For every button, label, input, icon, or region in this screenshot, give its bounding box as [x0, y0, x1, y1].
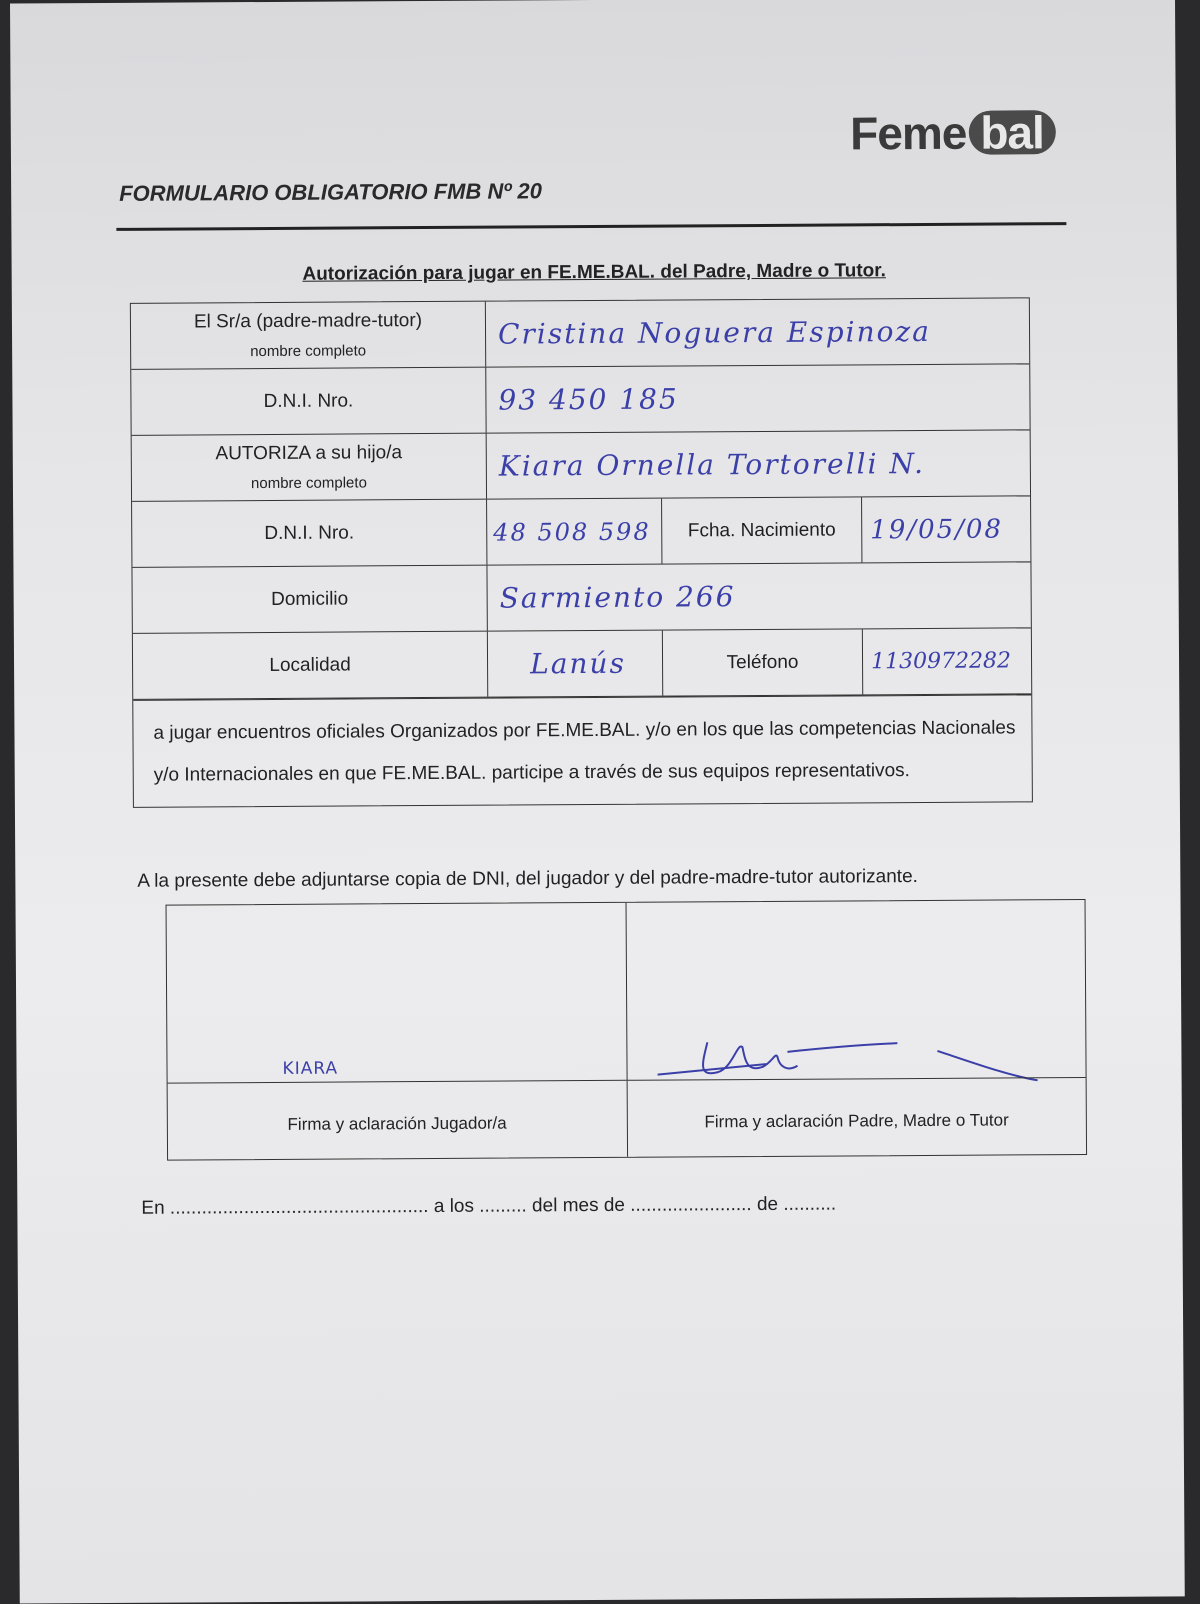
attachment-note: A la presente debe adjuntarse copia de DNI, del jugador y del padre-madre-tutor autorizante. [137, 866, 918, 892]
row-child-name [132, 430, 1030, 501]
city-label-cell [133, 632, 488, 699]
parent-name-field[interactable] [486, 298, 1029, 366]
phone-label-cell [663, 629, 863, 695]
child-label: AUTORIZA a su hijo/a [215, 442, 403, 465]
parent-signature-caption: Firma y aclaración Padre, Madre o Tutor [704, 1110, 1009, 1132]
birth-label: Fcha. Nacimiento [687, 519, 836, 541]
phone-field[interactable] [863, 628, 1031, 694]
city-field[interactable] [488, 631, 663, 697]
phone-label: Teléfono [726, 651, 799, 673]
form-code: FORMULARIO OBLIGATORIO FMB Nº 20 [119, 178, 543, 206]
logo-text: Feme [850, 106, 967, 160]
authorization-clause: a jugar encuentros oficiales Organizados por FE.ME.BAL. y/o en los que las competencias Nacionales y/o Internacionales en que FE.ME.BAL. participe a través de sus equipos representativos. [133, 694, 1032, 806]
child-dni-label-cell [132, 500, 487, 567]
parent-dni-field[interactable] [486, 364, 1029, 432]
parent-label: El Sr/a (padre-madre-tutor) [193, 310, 423, 333]
place-date-line: En ................................................. a los ......... del mes de ....................... de .......... [141, 1193, 837, 1219]
parent-signature-scribble [647, 1020, 1047, 1092]
row-child-dni [132, 496, 1030, 567]
parent-signature-box[interactable] [626, 900, 1086, 1157]
document-sheet [10, 0, 1185, 1604]
child-name-field[interactable] [487, 430, 1030, 498]
parent-dni-label-cell [131, 368, 486, 435]
phone-value: 1130972282 [870, 648, 1012, 675]
birth-date-value: 19/05/08 [870, 514, 1004, 545]
child-label-cell [132, 434, 487, 501]
row-city-phone [133, 628, 1031, 699]
address-label: Domicilio [271, 588, 349, 610]
player-signature-box[interactable] [167, 903, 628, 1160]
row-parent-dni [131, 364, 1029, 435]
player-signature-caption: Firma y aclaración Jugador/a [287, 1113, 507, 1134]
parent-name-value: Cristina Noguera Espinoza [497, 314, 931, 351]
header-rule [116, 222, 1066, 231]
logo-pill: bal [968, 110, 1056, 155]
parent-dni-label: D.N.I. Nro. [263, 389, 354, 412]
row-parent-name [131, 298, 1029, 369]
child-dni-value: 48 508 598 [493, 517, 651, 547]
child-name-value: Kiara Ornella Tortorelli N. [498, 446, 926, 483]
parent-sublabel: nombre completo [250, 342, 367, 361]
child-dni-label: D.N.I. Nro. [264, 521, 355, 544]
birth-date-field[interactable] [862, 496, 1030, 562]
address-value: Sarmiento 266 [499, 580, 736, 615]
birth-label-cell [662, 497, 862, 563]
player-signature-name: KIARA [282, 1058, 339, 1079]
address-field[interactable] [487, 562, 1030, 630]
city-label: Localidad [269, 653, 351, 676]
parent-label-cell [131, 302, 486, 369]
player-signature-line [168, 1079, 627, 1083]
signature-table [166, 899, 1088, 1161]
child-sublabel: nombre completo [250, 474, 367, 493]
femebal-logo [850, 105, 1056, 160]
city-value: Lanús [530, 646, 627, 681]
authorization-table [130, 297, 1033, 807]
child-dni-field[interactable] [487, 499, 662, 565]
address-label-cell [132, 566, 487, 633]
form-title: Autorización para jugar en FE.ME.BAL. del Padre, Madre o Tutor. [302, 260, 886, 285]
row-address [132, 562, 1030, 633]
parent-dni-value: 93 450 185 [498, 382, 679, 417]
